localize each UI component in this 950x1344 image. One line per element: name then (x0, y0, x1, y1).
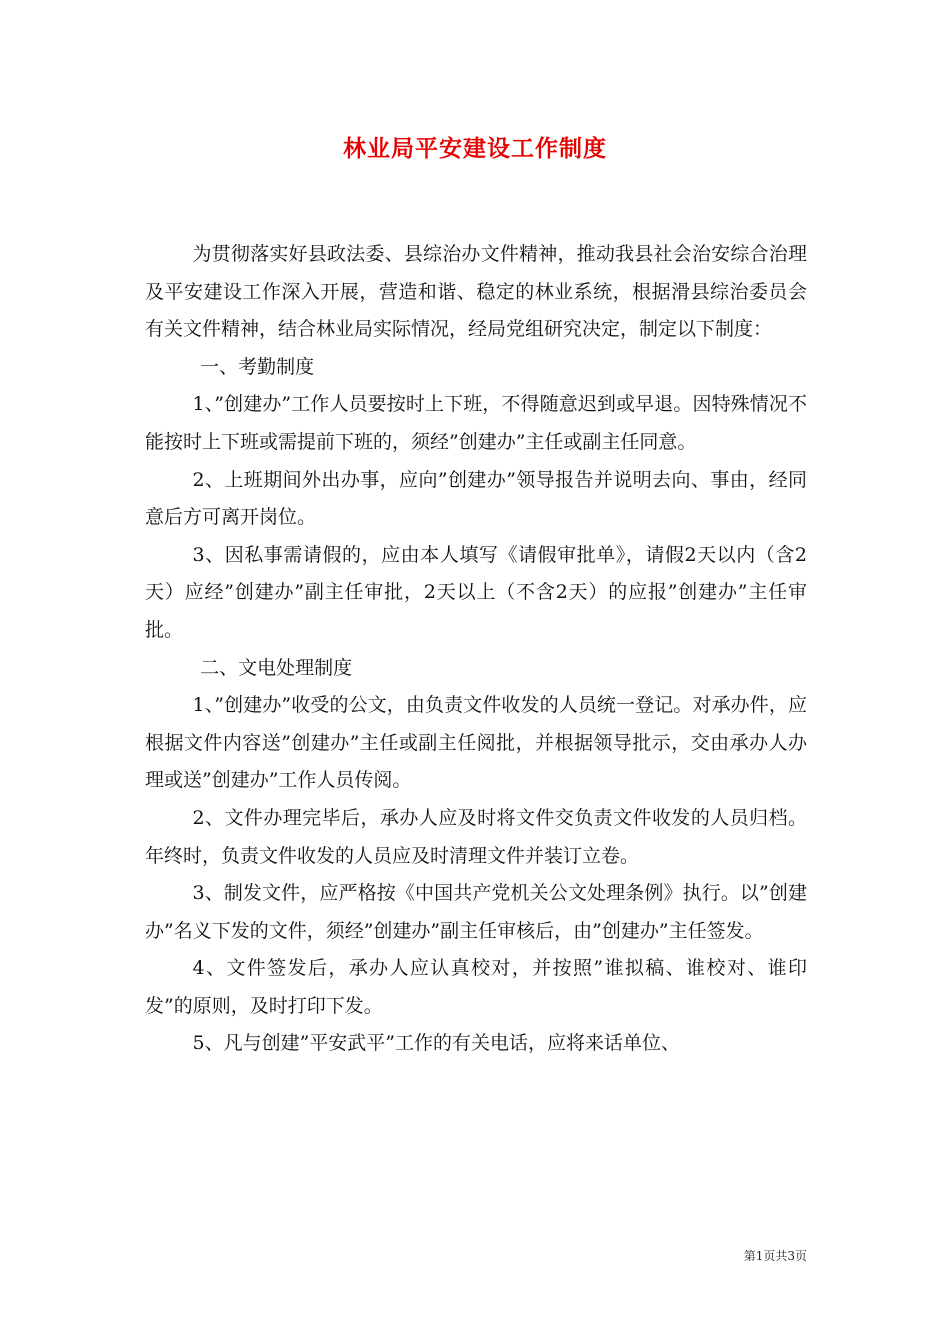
document-body (145, 236, 807, 1063)
paragraph: 2、上班期间外出办事，应向”创建办”领导报告并说明去向、事由，经同意后方可离开岗位。 (145, 468, 807, 529)
paragraph: 1、”创建办”收受的公文，由负责文件收发的人员统一登记。对承办件，应根据文件内容送”创建办”主任或副主任阅批，并根据领导批示，交由承办人办理或送”创建办”工作人员传阅。 (145, 694, 807, 792)
section-heading-document-handling: 二、文电处理制度 (200, 656, 353, 679)
paragraph: 2、文件办理完毕后，承办人应及时将文件交负责文件收发的人员归档。年终时，负责文件收发的人员应及时清理文件并装订立卷。 (145, 806, 807, 867)
section-heading-attendance: 一、考勤制度 (200, 355, 315, 378)
paragraph: 3、因私事需请假的，应由本人填写《请假审批单》，请假2天以内（含2天）应经”创建办”副主任审批，2天以上（不含2天）的应报”创建办”主任审批。 (145, 543, 807, 641)
paragraph: 3、制发文件，应严格按《中国共产党机关公文处理条例》执行。以”创建办”名义下发的文件，须经”创建办”副主任审核后，由”创建办”主任签发。 (145, 882, 807, 942)
page-number: 第1页共3页 (743, 1249, 807, 1263)
paragraph: 4、文件签发后，承办人应认真校对，并按照”谁拟稿、谁校对、谁印发”的原则，及时打印下发。 (145, 957, 807, 1017)
paragraph: 1、”创建办”工作人员要按时上下班，不得随意迟到或早退。因特殊情况不能按时上下班或需提前下班的，须经”创建办”主任或副主任同意。 (145, 393, 807, 453)
paragraph: 5、凡与创建”平安武平”工作的有关电话，应将来话单位、 (192, 1032, 681, 1055)
document-title: 林业局平安建设工作制度 (343, 136, 607, 162)
paragraph-intro: 为贯彻落实好县政法委、县综治办文件精神，推动我县社会治安综合治理及平安建设工作深入开展，营造和谐、稳定的林业系统，根据滑县综治委员会有关文件精神，结合林业局实际情况，经局党组研究决定，制定以下制度： (145, 243, 807, 341)
